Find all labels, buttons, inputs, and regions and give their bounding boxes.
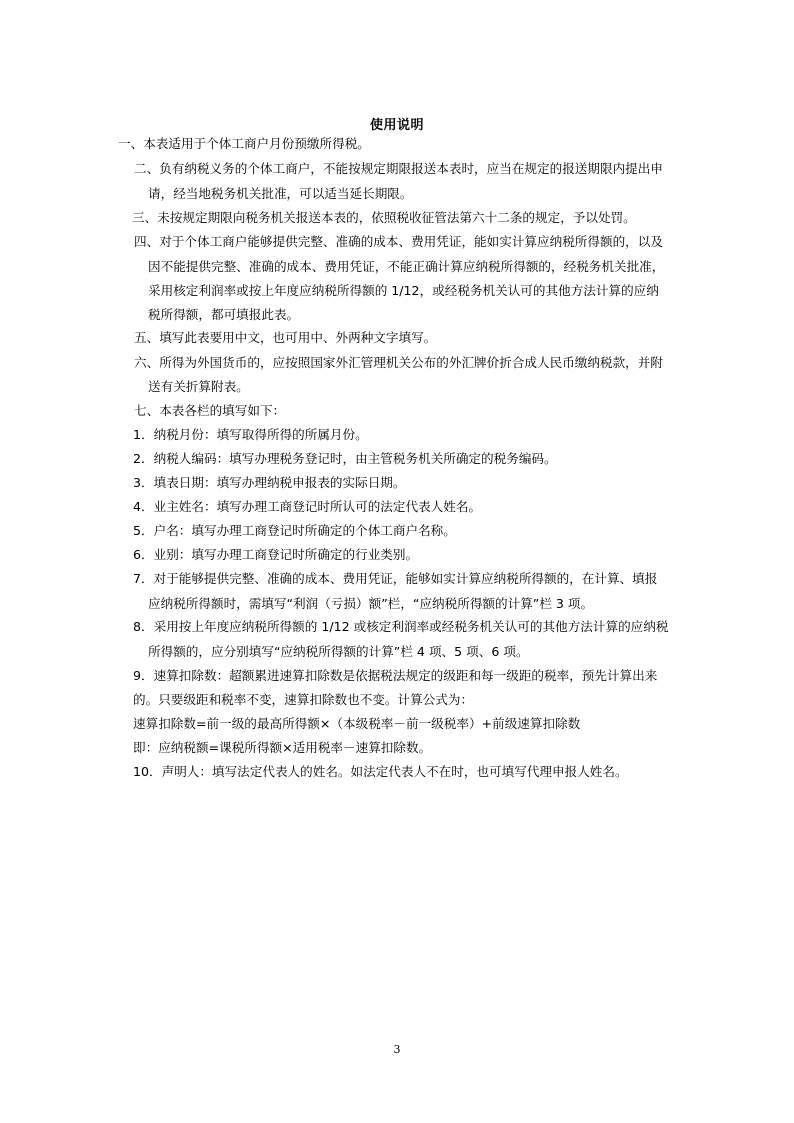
field-rule-4: 4．业主姓名：填写办理工商登记时所认可的法定代表人姓名。 <box>133 499 482 514</box>
formula-tax-payable: 即：应纳税额=课税所得额×适用税率－速算扣除数。 <box>133 740 432 755</box>
field-rule-6: 6．业别：填写办理工商登记时所确定的行业类别。 <box>133 547 419 562</box>
field-rule-1: 1．纳税月份：填写取得所得的所属月份。 <box>133 427 368 442</box>
instruction-6-line-2: 送有关折算附表。 <box>148 379 249 394</box>
instruction-7: 七、本表各栏的填写如下： <box>134 403 286 418</box>
field-rule-9-line-2: 的。只要级距和税率不变，速算扣除数也不变。计算公式为： <box>133 692 474 707</box>
page-number: 3 <box>393 1043 401 1056</box>
instruction-6-line-1: 六、所得为外国货币的，应按照国家外汇管理机关公布的外汇牌价折合成人民币缴纳税款，并附 <box>134 355 663 370</box>
instruction-5: 五、填写此表要用中文，也可用中、外两种文字填写。 <box>134 330 437 345</box>
field-rule-8-line-1: 8．采用按上年度应纳税所得额的 1/12 或核定利润率或经税务机关认可的其他方法计算的应纳税 <box>133 619 669 634</box>
instruction-2-line-2: 请，经当地税务机关批准，可以适当延长期限。 <box>148 186 413 201</box>
instruction-4-line-3: 采用核定利润率或按上年度应纳税所得额的 1/12，或经税务机关认可的其他方法计算的应纳 <box>148 283 659 298</box>
field-rule-8-line-2: 所得额的，应分别填写“应纳税所得额的计算”栏 4 项、5 项、6 项。 <box>148 644 529 659</box>
field-rule-7-line-2: 应纳税所得额时，需填写“利润（亏损）额”栏，“应纳税所得额的计算”栏 3 项。 <box>148 596 594 611</box>
field-rule-7-line-1: 7．对于能够提供完整、准确的成本、费用凭证，能够如实计算应纳税所得额的，在计算、填报 <box>133 571 658 586</box>
field-rule-2: 2．纳税人编码：填写办理税务登记时，由主管税务机关所确定的税务编码。 <box>133 451 557 466</box>
instruction-4-line-2: 因不能提供完整、准确的成本、费用凭证，不能正确计算应纳税所得额的，经税务机关批准， <box>148 259 665 274</box>
instruction-3: 三、未按规定期限向税务机关报送本表的，依照税收征管法第六十二条的规定，予以处罚。 <box>132 210 636 225</box>
instruction-4-line-4: 税所得额，都可填报此表。 <box>148 307 300 322</box>
instruction-1: 一、本表适用于个体工商户月份预缴所得税。 <box>118 136 370 151</box>
field-rule-3: 3．填表日期：填写办理纳税申报表的实际日期。 <box>133 475 406 490</box>
field-rule-10: 10．声明人：填写法定代表人的姓名。如法定代表人不在时，也可填写代理申报人姓名。 <box>133 764 628 779</box>
page-title: 使用说明 <box>369 118 424 133</box>
formula-quick-deduction: 速算扣除数=前一级的最高所得额×（本级税率－前一级税率）+前级速算扣除数 <box>133 716 581 731</box>
instruction-2-line-1: 二、负有纳税义务的个体工商户，不能按规定期限报送本表时，应当在规定的报送期限内提出申 <box>134 161 663 176</box>
field-rule-9-line-1: 9．速算扣除数：超额累进速算扣除数是依据税法规定的级距和每一级距的税率，预先计算出来 <box>133 668 658 683</box>
field-rule-5: 5．户名：填写办理工商登记时所确定的个体工商户名称。 <box>133 523 456 538</box>
instruction-4-line-1: 四、对于个体工商户能够提供完整、准确的成本、费用凭证，能如实计算应纳税所得额的，以及 <box>134 234 663 249</box>
